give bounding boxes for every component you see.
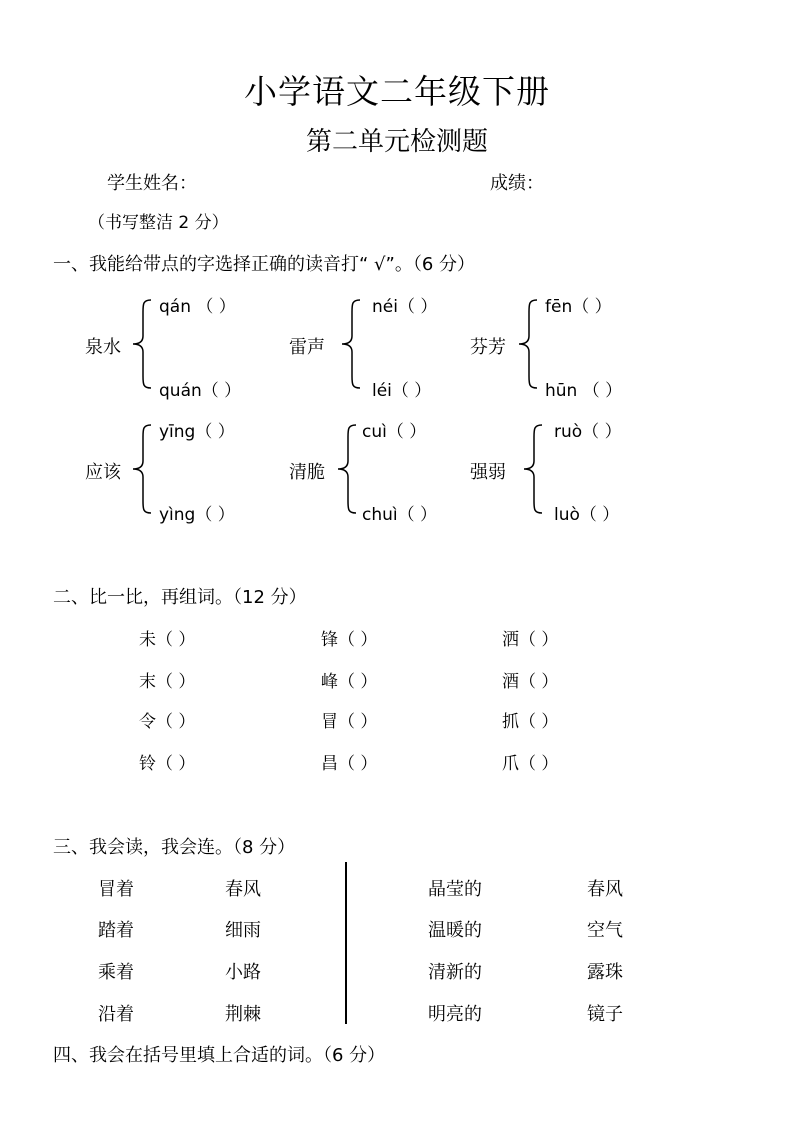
word-group-item: 末（ ） [139, 672, 196, 692]
pinyin-word: 雷声 [289, 337, 325, 358]
word-group-item: 爪（ ） [502, 754, 559, 774]
pinyin-word: 芬芳 [470, 337, 506, 358]
pinyin-option: qán （ ） [159, 297, 236, 317]
match-right-adjective: 明亮的 [428, 1004, 482, 1025]
word-group-item: 令（ ） [139, 712, 196, 732]
match-divider [345, 862, 347, 1024]
pinyin-option: fēn（ ） [545, 297, 612, 317]
pinyin-option: quán（ ） [159, 381, 242, 401]
pinyin-word: 应该 [85, 462, 121, 483]
word-group-item: 酒（ ） [502, 672, 559, 692]
word-group-item: 铃（ ） [139, 754, 196, 774]
pinyin-word: 泉水 [85, 337, 121, 358]
section1-heading: 一、我能给带点的字选择正确的读音打“ √”。（6 分） [53, 254, 476, 275]
pinyin-word: 强弱 [470, 462, 506, 483]
match-right-adjective: 温暖的 [428, 920, 482, 941]
match-left-noun: 细雨 [225, 920, 261, 941]
pinyin-option: chuì（ ） [362, 505, 438, 525]
match-right-noun: 镜子 [587, 1004, 623, 1025]
match-right-noun: 空气 [587, 920, 623, 941]
match-left-noun: 荆棘 [225, 1004, 261, 1025]
match-left-verb: 冒着 [98, 879, 134, 900]
match-right-noun: 春风 [587, 879, 623, 900]
match-left-noun: 小路 [225, 962, 261, 983]
pinyin-option: hūn （ ） [545, 381, 623, 401]
brace-icon [336, 423, 358, 515]
pinyin-option: néi（ ） [372, 297, 438, 317]
brace-icon [522, 423, 544, 515]
score-label: 成绩： [490, 173, 544, 194]
handwriting-note: （书写整洁 2 分） [88, 213, 229, 233]
word-group-item: 抓（ ） [502, 712, 559, 732]
pinyin-option: yìng（ ） [159, 505, 235, 525]
pinyin-option: cuì（ ） [362, 422, 427, 442]
brace-icon [340, 298, 362, 390]
brace-icon [517, 298, 539, 390]
match-right-adjective: 晶莹的 [428, 879, 482, 900]
match-right-adjective: 清新的 [428, 962, 482, 983]
section3-heading: 三、我会读，我会连。（8 分） [53, 837, 296, 858]
word-group-item: 未（ ） [139, 630, 196, 650]
word-group-item: 昌（ ） [321, 754, 378, 774]
pinyin-option: léi（ ） [372, 381, 432, 401]
word-group-item: 洒（ ） [502, 630, 559, 650]
word-group-item: 冒（ ） [321, 712, 378, 732]
student-name-label: 学生姓名： [107, 173, 197, 194]
word-group-item: 锋（ ） [321, 630, 378, 650]
page-subtitle: 第二单元检测题 [305, 127, 488, 157]
pinyin-option: yīng（ ） [159, 422, 235, 442]
brace-icon [131, 298, 153, 390]
pinyin-option: luò（ ） [554, 505, 620, 525]
match-left-verb: 踏着 [98, 920, 134, 941]
pinyin-word: 清脆 [289, 462, 325, 483]
pinyin-option: ruò（ ） [554, 422, 622, 442]
match-left-noun: 春风 [225, 879, 261, 900]
page-title: 小学语文二年级下册 [244, 72, 550, 111]
match-right-noun: 露珠 [587, 962, 623, 983]
section4-heading: 四、我会在括号里填上合适的词。（6 分） [53, 1045, 386, 1066]
section2-heading: 二、比一比，再组词。（12 分） [53, 587, 307, 608]
match-left-verb: 沿着 [98, 1004, 134, 1025]
brace-icon [131, 423, 153, 515]
match-left-verb: 乘着 [98, 962, 134, 983]
word-group-item: 峰（ ） [321, 672, 378, 692]
